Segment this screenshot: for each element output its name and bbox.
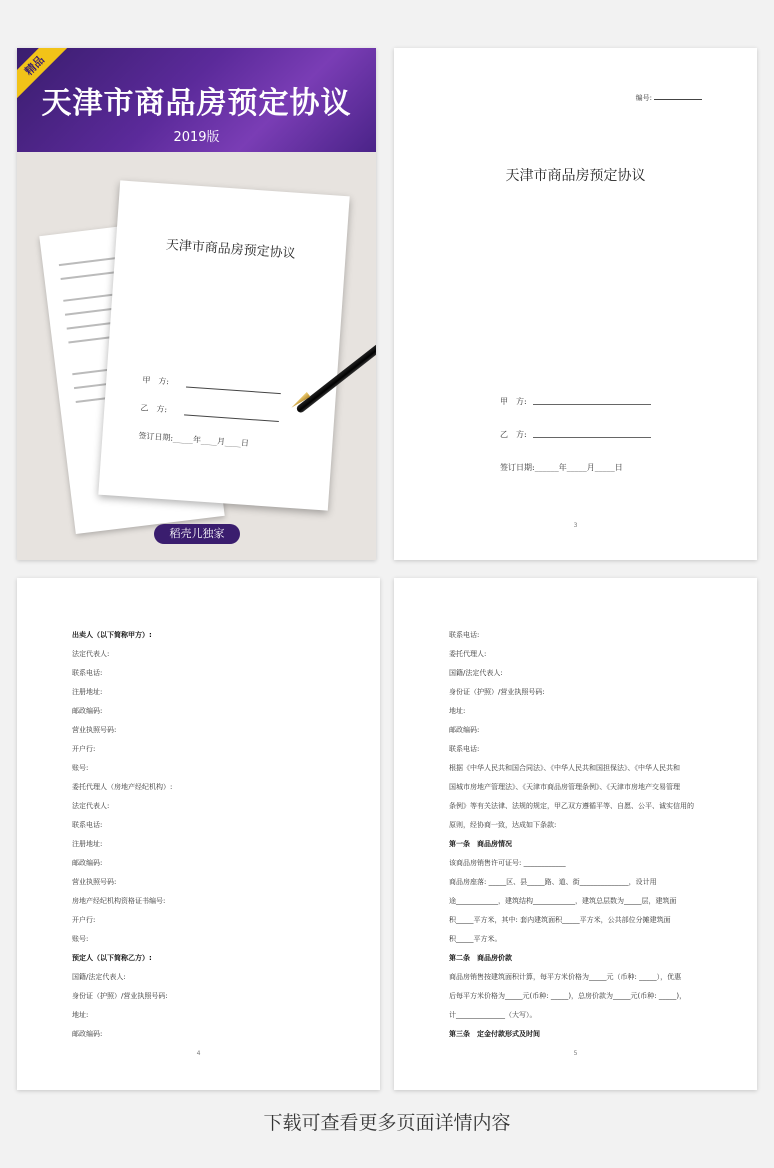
- text-line: 身份证（护照）/营业执照号码:: [449, 688, 545, 696]
- text-line: 条例》等有关法律、法规的规定，甲乙双方遵循平等、自愿、公平、诚实信用的: [449, 802, 694, 810]
- text-line: 开户行:: [72, 916, 96, 924]
- text-line: 地址:: [449, 707, 466, 715]
- page-4-body: [72, 626, 332, 1044]
- page-number: 4: [196, 1050, 201, 1057]
- text-line: 预定人（以下简称乙方）:: [72, 954, 152, 962]
- text-line: 积_____平方米，其中: 套内建筑面积_____平方米，公共部位分摊建筑面: [449, 916, 671, 924]
- cover-preview[interactable]: [17, 48, 376, 560]
- cover-edition: 2019版: [173, 130, 220, 145]
- text-line: 营业执照号码:: [72, 878, 117, 886]
- text-line: 商品房座落: _____区、县_____路、道、街______________，设计用: [449, 878, 657, 886]
- page-number: 5: [573, 1050, 578, 1057]
- sheet-party-a: 甲 方:: [142, 375, 170, 387]
- page-5-body: [449, 626, 709, 1044]
- text-line: 注册地址:: [72, 840, 103, 848]
- text-line: 账号:: [72, 935, 89, 943]
- text-line: 原则，经协商一致，达成如下条款:: [449, 821, 557, 829]
- party-b-field: 乙 方:: [500, 430, 527, 439]
- text-line: 第三条 定金付款形式及时间: [449, 1030, 540, 1038]
- text-line: 国籍/法定代表人:: [72, 973, 126, 981]
- page-5-preview[interactable]: [394, 578, 757, 1090]
- text-line: 联系电话:: [449, 745, 480, 753]
- text-line: 联系电话:: [72, 821, 103, 829]
- text-line: 国籍/法定代表人:: [449, 669, 503, 677]
- cover-title: 天津市商品房预定协议: [41, 86, 352, 121]
- sheet-party-b: 乙 方:: [140, 403, 168, 415]
- text-line: 房地产经纪机构资格证书编号:: [72, 897, 166, 905]
- serial-number: [636, 93, 702, 103]
- text-line: 商品房销售按建筑面积计算，每平方米价格为_____元（币种: _____），优惠: [449, 973, 682, 981]
- text-line: 第二条 商品房价款: [449, 954, 512, 962]
- page-4-preview[interactable]: [17, 578, 380, 1090]
- text-line: 账号:: [72, 764, 89, 772]
- sign-date-field: 签订日期:______年_____月_____日: [500, 463, 623, 472]
- front-sheet-illustration: [98, 180, 349, 510]
- text-line: 积_____平方米。: [449, 935, 502, 943]
- sheet-title: 天津市商品房预定协议: [165, 237, 297, 262]
- text-line: 法定代表人:: [72, 802, 110, 810]
- text-line: 地址:: [72, 1011, 89, 1019]
- text-line: 营业执照号码:: [72, 726, 117, 734]
- premium-ribbon: 精品: [17, 48, 70, 101]
- party-a-field: 甲 方:: [500, 397, 527, 406]
- text-line: 根据《中华人民共和国合同法》、《中华人民共和国担保法》、《中华人民共和: [449, 764, 680, 772]
- text-line: 邮政编码:: [72, 707, 103, 715]
- text-line: 身份证（护照）/营业执照号码:: [72, 992, 168, 1000]
- download-hint: 下载可查看更多页面详情内容: [263, 1112, 511, 1134]
- text-line: 联系电话:: [72, 669, 103, 677]
- text-line: 计______________（大写）。: [449, 1011, 537, 1019]
- text-line: 邮政编码:: [449, 726, 480, 734]
- text-line: 委托代理人（房地产经纪机构）:: [72, 783, 173, 791]
- text-line: 法定代表人:: [72, 650, 110, 658]
- page-3-title: 天津市商品房预定协议: [505, 168, 646, 184]
- text-line: 国城市房地产管理法》、《天津市商品房管理条例》、《天津市房地产交易管理: [449, 783, 680, 791]
- text-line: 途____________，建筑结构____________，建筑总层数为_____层，建筑面: [449, 897, 677, 905]
- text-line: 第一条 商品房情况: [449, 840, 512, 848]
- text-line: 邮政编码:: [72, 1030, 103, 1038]
- text-line: 出卖人（以下简称甲方）:: [72, 631, 152, 639]
- page-3-preview[interactable]: [394, 48, 757, 560]
- page-number: 3: [573, 522, 578, 529]
- text-line: 邮政编码:: [72, 859, 103, 867]
- text-line: 该商品房销售许可证号: ____________: [449, 859, 566, 867]
- cover-banner: [17, 48, 376, 152]
- text-line: 联系电话:: [449, 631, 480, 639]
- text-line: 开户行:: [72, 745, 96, 753]
- serial-label: 编号:: [635, 94, 652, 102]
- text-line: 注册地址:: [72, 688, 103, 696]
- text-line: 委托代理人:: [449, 650, 487, 658]
- exclusive-badge: 稻壳儿独家: [154, 524, 240, 544]
- text-line: 后每平方米价格为_____元(币种: _____)，总房价款为_____元(币种: _____)，: [449, 992, 687, 1000]
- sheet-sign-date: 签订日期:_____年____月____日: [138, 431, 250, 448]
